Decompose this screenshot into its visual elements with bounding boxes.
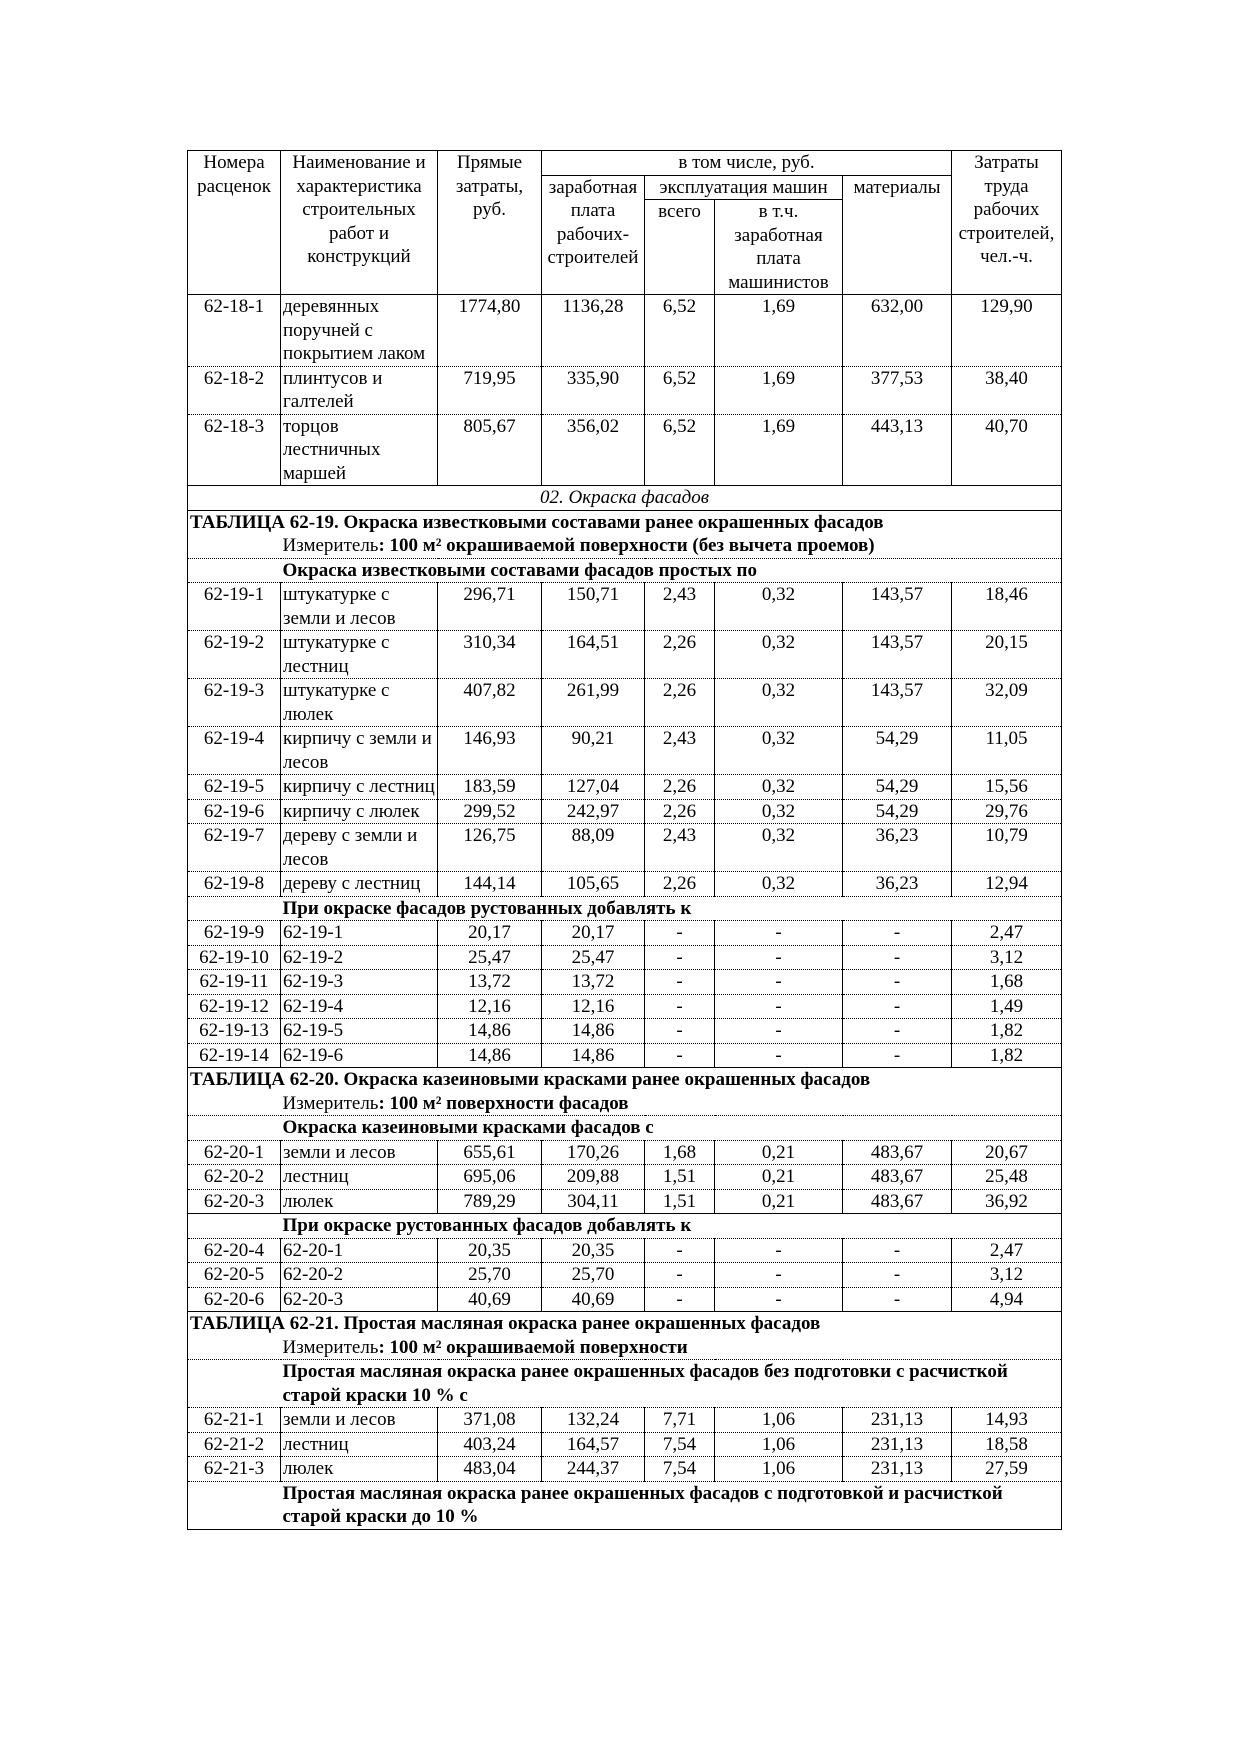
rate-code: 62-19-8 xyxy=(188,872,281,897)
machinist-wage: 0,21 xyxy=(715,1165,843,1190)
direct-cost: 146,93 xyxy=(438,727,542,775)
worker-wage: 40,69 xyxy=(542,1287,645,1312)
table-row xyxy=(188,1165,1062,1190)
worker-wage: 25,47 xyxy=(542,945,645,970)
worker-wage: 13,72 xyxy=(542,970,645,995)
table-row xyxy=(188,366,1062,414)
work-name: люлек xyxy=(281,1457,438,1482)
header-machines: эксплуатация машин xyxy=(645,175,843,200)
table-row xyxy=(188,1238,1062,1263)
worker-wage: 25,70 xyxy=(542,1263,645,1288)
worker-wage: 1136,28 xyxy=(542,295,645,367)
materials-cost: - xyxy=(843,970,952,995)
materials-cost: 36,23 xyxy=(843,872,952,897)
machinist-wage: 0,32 xyxy=(715,799,843,824)
direct-cost: 25,47 xyxy=(438,945,542,970)
work-name: кирпичу с люлек xyxy=(281,799,438,824)
table-row xyxy=(188,945,1062,970)
machinist-wage: 0,32 xyxy=(715,679,843,727)
machines-total: - xyxy=(645,1019,715,1044)
rate-code: 62-21-3 xyxy=(188,1457,281,1482)
direct-cost: 183,59 xyxy=(438,775,542,800)
work-name: дереву с земли и лесов xyxy=(281,824,438,872)
rate-code: 62-20-3 xyxy=(188,1189,281,1214)
materials-cost: 483,67 xyxy=(843,1140,952,1165)
machines-total: 1,68 xyxy=(645,1140,715,1165)
materials-cost: 54,29 xyxy=(843,799,952,824)
group-indent xyxy=(188,1116,281,1141)
labor-cost: 4,94 xyxy=(952,1287,1062,1312)
table-header xyxy=(188,151,1062,295)
worker-wage: 105,65 xyxy=(542,872,645,897)
rate-code: 62-19-6 xyxy=(188,799,281,824)
table-row xyxy=(188,727,1062,775)
worker-wage: 20,35 xyxy=(542,1238,645,1263)
rate-code: 62-20-1 xyxy=(188,1140,281,1165)
direct-cost: 14,86 xyxy=(438,1019,542,1044)
direct-cost: 403,24 xyxy=(438,1432,542,1457)
labor-cost: 3,12 xyxy=(952,945,1062,970)
work-name: 62-19-1 xyxy=(281,921,438,946)
direct-cost: 20,17 xyxy=(438,921,542,946)
rate-code: 62-19-5 xyxy=(188,775,281,800)
rate-code: 62-19-13 xyxy=(188,1019,281,1044)
direct-cost: 126,75 xyxy=(438,824,542,872)
direct-cost: 1774,80 xyxy=(438,295,542,367)
rate-code: 62-20-5 xyxy=(188,1263,281,1288)
table-row xyxy=(188,583,1062,631)
direct-cost: 13,72 xyxy=(438,970,542,995)
direct-cost: 719,95 xyxy=(438,366,542,414)
work-name: 62-19-3 xyxy=(281,970,438,995)
machines-total: 6,52 xyxy=(645,295,715,367)
direct-cost: 371,08 xyxy=(438,1408,542,1433)
group-indent xyxy=(188,1360,281,1408)
worker-wage: 164,57 xyxy=(542,1432,645,1457)
header-machines-total: всего xyxy=(645,200,715,295)
table-row xyxy=(188,1287,1062,1312)
measure-value: : 100 м² поверхности фасадов xyxy=(378,1092,629,1114)
machines-total: 2,26 xyxy=(645,631,715,679)
labor-cost: 10,79 xyxy=(952,824,1062,872)
machinist-wage: - xyxy=(715,1019,843,1044)
labor-cost: 11,05 xyxy=(952,727,1062,775)
labor-cost: 20,15 xyxy=(952,631,1062,679)
labor-cost: 1,82 xyxy=(952,1019,1062,1044)
group-header-row xyxy=(188,1481,1062,1529)
direct-cost: 40,69 xyxy=(438,1287,542,1312)
machines-total: 2,26 xyxy=(645,679,715,727)
labor-cost: 2,47 xyxy=(952,921,1062,946)
machinist-wage: 0,32 xyxy=(715,631,843,679)
direct-cost: 14,86 xyxy=(438,1043,542,1068)
materials-cost: 632,00 xyxy=(843,295,952,367)
table-row xyxy=(188,679,1062,727)
materials-cost: 143,57 xyxy=(843,583,952,631)
materials-cost: - xyxy=(843,994,952,1019)
header-materials: материалы xyxy=(843,175,952,295)
rate-code: 62-20-4 xyxy=(188,1238,281,1263)
work-name: люлек xyxy=(281,1189,438,1214)
machinist-wage: 1,69 xyxy=(715,295,843,367)
labor-cost: 18,58 xyxy=(952,1432,1062,1457)
header-codes: Номера расценок xyxy=(188,151,281,295)
direct-cost: 695,06 xyxy=(438,1165,542,1190)
table-title: ТАБЛИЦА 62-19. Окраска известковыми составами ранее окрашенных фасадов xyxy=(188,510,1062,534)
materials-cost: - xyxy=(843,945,952,970)
work-name: штукатурке с люлек xyxy=(281,679,438,727)
labor-cost: 27,59 xyxy=(952,1457,1062,1482)
rate-code: 62-19-9 xyxy=(188,921,281,946)
labor-cost: 29,76 xyxy=(952,799,1062,824)
table-row xyxy=(188,1189,1062,1214)
worker-wage: 12,16 xyxy=(542,994,645,1019)
measure-indent xyxy=(188,1092,281,1116)
table-row xyxy=(188,295,1062,367)
worker-wage: 90,21 xyxy=(542,727,645,775)
rate-code: 62-19-14 xyxy=(188,1043,281,1068)
machines-total: 2,43 xyxy=(645,583,715,631)
rate-code: 62-18-2 xyxy=(188,366,281,414)
labor-cost: 129,90 xyxy=(952,295,1062,367)
materials-cost: - xyxy=(843,1287,952,1312)
measure-value: : 100 м² окрашиваемой поверхности xyxy=(378,1336,688,1358)
rate-code: 62-19-12 xyxy=(188,994,281,1019)
work-name: 62-19-4 xyxy=(281,994,438,1019)
header-direct: Прямые затраты, руб. xyxy=(438,151,542,295)
machinist-wage: - xyxy=(715,1263,843,1288)
rate-code: 62-19-4 xyxy=(188,727,281,775)
machinist-wage: 0,32 xyxy=(715,775,843,800)
rate-code: 62-19-2 xyxy=(188,631,281,679)
machinist-wage: 0,32 xyxy=(715,824,843,872)
machines-total: - xyxy=(645,994,715,1019)
rate-code: 62-19-7 xyxy=(188,824,281,872)
machinist-wage: - xyxy=(715,970,843,995)
table-row xyxy=(188,872,1062,897)
table-row xyxy=(188,775,1062,800)
work-name: 62-19-2 xyxy=(281,945,438,970)
machinist-wage: - xyxy=(715,1287,843,1312)
rate-code: 62-18-3 xyxy=(188,414,281,486)
work-name: штукатурке с земли и лесов xyxy=(281,583,438,631)
machines-total: 1,51 xyxy=(645,1189,715,1214)
group-indent xyxy=(188,896,281,921)
section-title: 02. Окраска фасадов xyxy=(188,486,1062,511)
group-header-row xyxy=(188,896,1062,921)
header-wage: заработная плата рабочих-строителей xyxy=(542,175,645,295)
rate-code: 62-21-2 xyxy=(188,1432,281,1457)
group-header-row xyxy=(188,1360,1062,1408)
machinist-wage: 0,32 xyxy=(715,583,843,631)
machines-total: 2,43 xyxy=(645,824,715,872)
labor-cost: 36,92 xyxy=(952,1189,1062,1214)
rate-code: 62-18-1 xyxy=(188,295,281,367)
materials-cost: 231,13 xyxy=(843,1408,952,1433)
machines-total: 2,26 xyxy=(645,872,715,897)
materials-cost: 443,13 xyxy=(843,414,952,486)
direct-cost: 655,61 xyxy=(438,1140,542,1165)
table-row xyxy=(188,799,1062,824)
worker-wage: 335,90 xyxy=(542,366,645,414)
labor-cost: 40,70 xyxy=(952,414,1062,486)
header-including: в том числе, руб. xyxy=(542,151,952,176)
machines-total: - xyxy=(645,1287,715,1312)
work-name: лестниц xyxy=(281,1165,438,1190)
machines-total: 6,52 xyxy=(645,366,715,414)
rate-code: 62-20-6 xyxy=(188,1287,281,1312)
group-header: Простая масляная окраска ранее окрашенных фасадов без подготовки с расчисткой старой краски 10 % с xyxy=(281,1360,1062,1408)
table-title-row xyxy=(188,1068,1062,1092)
group-indent xyxy=(188,1481,281,1529)
group-header: Окраска известковыми составами фасадов простых по xyxy=(281,558,1062,583)
direct-cost: 789,29 xyxy=(438,1189,542,1214)
machinist-wage: 1,69 xyxy=(715,414,843,486)
table-row xyxy=(188,1140,1062,1165)
group-header: Окраска казеиновыми красками фасадов с xyxy=(281,1116,1062,1141)
worker-wage: 164,51 xyxy=(542,631,645,679)
measure-indent xyxy=(188,534,281,558)
machines-total: - xyxy=(645,1043,715,1068)
worker-wage: 261,99 xyxy=(542,679,645,727)
header-labor: Затраты труда рабочих строителей, чел.-ч. xyxy=(952,151,1062,295)
machines-total: 6,52 xyxy=(645,414,715,486)
table-row xyxy=(188,1019,1062,1044)
direct-cost: 805,67 xyxy=(438,414,542,486)
materials-cost: 36,23 xyxy=(843,824,952,872)
machinist-wage: 0,32 xyxy=(715,727,843,775)
labor-cost: 12,94 xyxy=(952,872,1062,897)
header-name: Наименование и характеристика строительных работ и конструкций xyxy=(281,151,438,295)
measure-unit xyxy=(281,1336,1062,1360)
table-title: ТАБЛИЦА 62-21. Простая масляная окраска ранее окрашенных фасадов xyxy=(188,1312,1062,1336)
machinist-wage: - xyxy=(715,1043,843,1068)
materials-cost: 483,67 xyxy=(843,1165,952,1190)
machines-total: 2,43 xyxy=(645,727,715,775)
direct-cost: 407,82 xyxy=(438,679,542,727)
materials-cost: 231,13 xyxy=(843,1457,952,1482)
machinist-wage: 1,06 xyxy=(715,1457,843,1482)
measure-row xyxy=(188,1336,1062,1360)
labor-cost: 1,68 xyxy=(952,970,1062,995)
worker-wage: 20,17 xyxy=(542,921,645,946)
direct-cost: 483,04 xyxy=(438,1457,542,1482)
direct-cost: 299,52 xyxy=(438,799,542,824)
table-row xyxy=(188,994,1062,1019)
rate-code: 62-20-2 xyxy=(188,1165,281,1190)
materials-cost: 377,53 xyxy=(843,366,952,414)
machinist-wage: 0,21 xyxy=(715,1140,843,1165)
work-name: земли и лесов xyxy=(281,1408,438,1433)
measure-indent xyxy=(188,1336,281,1360)
machinist-wage: - xyxy=(715,921,843,946)
work-name: дереву с лестниц xyxy=(281,872,438,897)
rate-code: 62-19-1 xyxy=(188,583,281,631)
materials-cost: 54,29 xyxy=(843,727,952,775)
machinist-wage: - xyxy=(715,994,843,1019)
group-indent xyxy=(188,558,281,583)
worker-wage: 242,97 xyxy=(542,799,645,824)
labor-cost: 25,48 xyxy=(952,1165,1062,1190)
rate-code: 62-21-1 xyxy=(188,1408,281,1433)
machines-total: 7,71 xyxy=(645,1408,715,1433)
table-row xyxy=(188,414,1062,486)
materials-cost: - xyxy=(843,921,952,946)
materials-cost: 231,13 xyxy=(843,1432,952,1457)
table-title-row xyxy=(188,1312,1062,1336)
machinist-wage: 0,32 xyxy=(715,872,843,897)
labor-cost: 20,67 xyxy=(952,1140,1062,1165)
machines-total: 2,26 xyxy=(645,775,715,800)
materials-cost: 143,57 xyxy=(843,679,952,727)
materials-cost: 54,29 xyxy=(843,775,952,800)
rate-code: 62-19-11 xyxy=(188,970,281,995)
labor-cost: 32,09 xyxy=(952,679,1062,727)
work-name: 62-19-5 xyxy=(281,1019,438,1044)
work-name: 62-20-1 xyxy=(281,1238,438,1263)
worker-wage: 132,24 xyxy=(542,1408,645,1433)
work-name: штукатурке с лестниц xyxy=(281,631,438,679)
table-row xyxy=(188,921,1062,946)
measure-row xyxy=(188,1092,1062,1116)
group-indent xyxy=(188,1214,281,1239)
worker-wage: 209,88 xyxy=(542,1165,645,1190)
group-header: При окраске рустованных фасадов добавлять к xyxy=(281,1214,1062,1239)
work-name: 62-20-3 xyxy=(281,1287,438,1312)
table-body xyxy=(188,295,1062,1530)
labor-cost: 2,47 xyxy=(952,1238,1062,1263)
group-header-row xyxy=(188,558,1062,583)
work-name: кирпичу с земли и лесов xyxy=(281,727,438,775)
group-header: При окраске фасадов рустованных добавлять к xyxy=(281,896,1062,921)
labor-cost: 1,49 xyxy=(952,994,1062,1019)
work-name: торцов лестничных маршей xyxy=(281,414,438,486)
machines-total: 1,51 xyxy=(645,1165,715,1190)
worker-wage: 14,86 xyxy=(542,1019,645,1044)
labor-cost: 38,40 xyxy=(952,366,1062,414)
machines-total: - xyxy=(645,945,715,970)
machines-total: - xyxy=(645,1238,715,1263)
table-row xyxy=(188,1043,1062,1068)
worker-wage: 127,04 xyxy=(542,775,645,800)
table-row xyxy=(188,824,1062,872)
rate-code: 62-19-10 xyxy=(188,945,281,970)
direct-cost: 25,70 xyxy=(438,1263,542,1288)
materials-cost: - xyxy=(843,1043,952,1068)
work-name: 62-20-2 xyxy=(281,1263,438,1288)
direct-cost: 20,35 xyxy=(438,1238,542,1263)
price-table xyxy=(187,150,1062,1530)
work-name: кирпичу с лестниц xyxy=(281,775,438,800)
table-title-row xyxy=(188,510,1062,534)
group-header: Простая масляная окраска ранее окрашенных фасадов с подготовкой и расчисткой старой краски до 10 % xyxy=(281,1481,1062,1529)
labor-cost: 3,12 xyxy=(952,1263,1062,1288)
measure-label: Измеритель xyxy=(282,1336,379,1358)
worker-wage: 356,02 xyxy=(542,414,645,486)
materials-cost: - xyxy=(843,1263,952,1288)
work-name: лестниц xyxy=(281,1432,438,1457)
work-name: деревянных поручней с покрытием лаком xyxy=(281,295,438,367)
worker-wage: 88,09 xyxy=(542,824,645,872)
worker-wage: 150,71 xyxy=(542,583,645,631)
price-table-document xyxy=(187,150,1061,1530)
work-name: плинтусов и галтелей xyxy=(281,366,438,414)
measure-unit xyxy=(281,1092,1062,1116)
materials-cost: - xyxy=(843,1238,952,1263)
labor-cost: 15,56 xyxy=(952,775,1062,800)
work-name: земли и лесов xyxy=(281,1140,438,1165)
section-title-row xyxy=(188,486,1062,511)
header-machinist-wage: в т.ч. заработная плата машинистов xyxy=(715,200,843,295)
machines-total: - xyxy=(645,1263,715,1288)
table-title: ТАБЛИЦА 62-20. Окраска казеиновыми красками ранее окрашенных фасадов xyxy=(188,1068,1062,1092)
machinist-wage: 0,21 xyxy=(715,1189,843,1214)
machinist-wage: - xyxy=(715,945,843,970)
direct-cost: 144,14 xyxy=(438,872,542,897)
table-row xyxy=(188,1408,1062,1433)
labor-cost: 14,93 xyxy=(952,1408,1062,1433)
worker-wage: 244,37 xyxy=(542,1457,645,1482)
measure-unit xyxy=(281,534,1062,558)
table-row xyxy=(188,1263,1062,1288)
work-name: 62-19-6 xyxy=(281,1043,438,1068)
worker-wage: 304,11 xyxy=(542,1189,645,1214)
rate-code: 62-19-3 xyxy=(188,679,281,727)
labor-cost: 1,82 xyxy=(952,1043,1062,1068)
direct-cost: 296,71 xyxy=(438,583,542,631)
direct-cost: 12,16 xyxy=(438,994,542,1019)
measure-row xyxy=(188,534,1062,558)
table-row xyxy=(188,631,1062,679)
machinist-wage: 1,06 xyxy=(715,1408,843,1433)
machinist-wage: 1,06 xyxy=(715,1432,843,1457)
table-row xyxy=(188,970,1062,995)
worker-wage: 170,26 xyxy=(542,1140,645,1165)
machines-total: - xyxy=(645,970,715,995)
machinist-wage: - xyxy=(715,1238,843,1263)
worker-wage: 14,86 xyxy=(542,1043,645,1068)
materials-cost: - xyxy=(843,1019,952,1044)
measure-value: : 100 м² окрашиваемой поверхности (без вычета проемов) xyxy=(378,535,875,556)
group-header-row xyxy=(188,1214,1062,1239)
machines-total: 7,54 xyxy=(645,1457,715,1482)
machinist-wage: 1,69 xyxy=(715,366,843,414)
materials-cost: 483,67 xyxy=(843,1189,952,1214)
table-row xyxy=(188,1457,1062,1482)
materials-cost: 143,57 xyxy=(843,631,952,679)
measure-label: Измеритель xyxy=(282,1092,379,1114)
machines-total: 2,26 xyxy=(645,799,715,824)
group-header-row xyxy=(188,1116,1062,1141)
labor-cost: 18,46 xyxy=(952,583,1062,631)
direct-cost: 310,34 xyxy=(438,631,542,679)
table-row xyxy=(188,1432,1062,1457)
measure-label: Измеритель xyxy=(282,535,379,556)
machines-total: 7,54 xyxy=(645,1432,715,1457)
machines-total: - xyxy=(645,921,715,946)
